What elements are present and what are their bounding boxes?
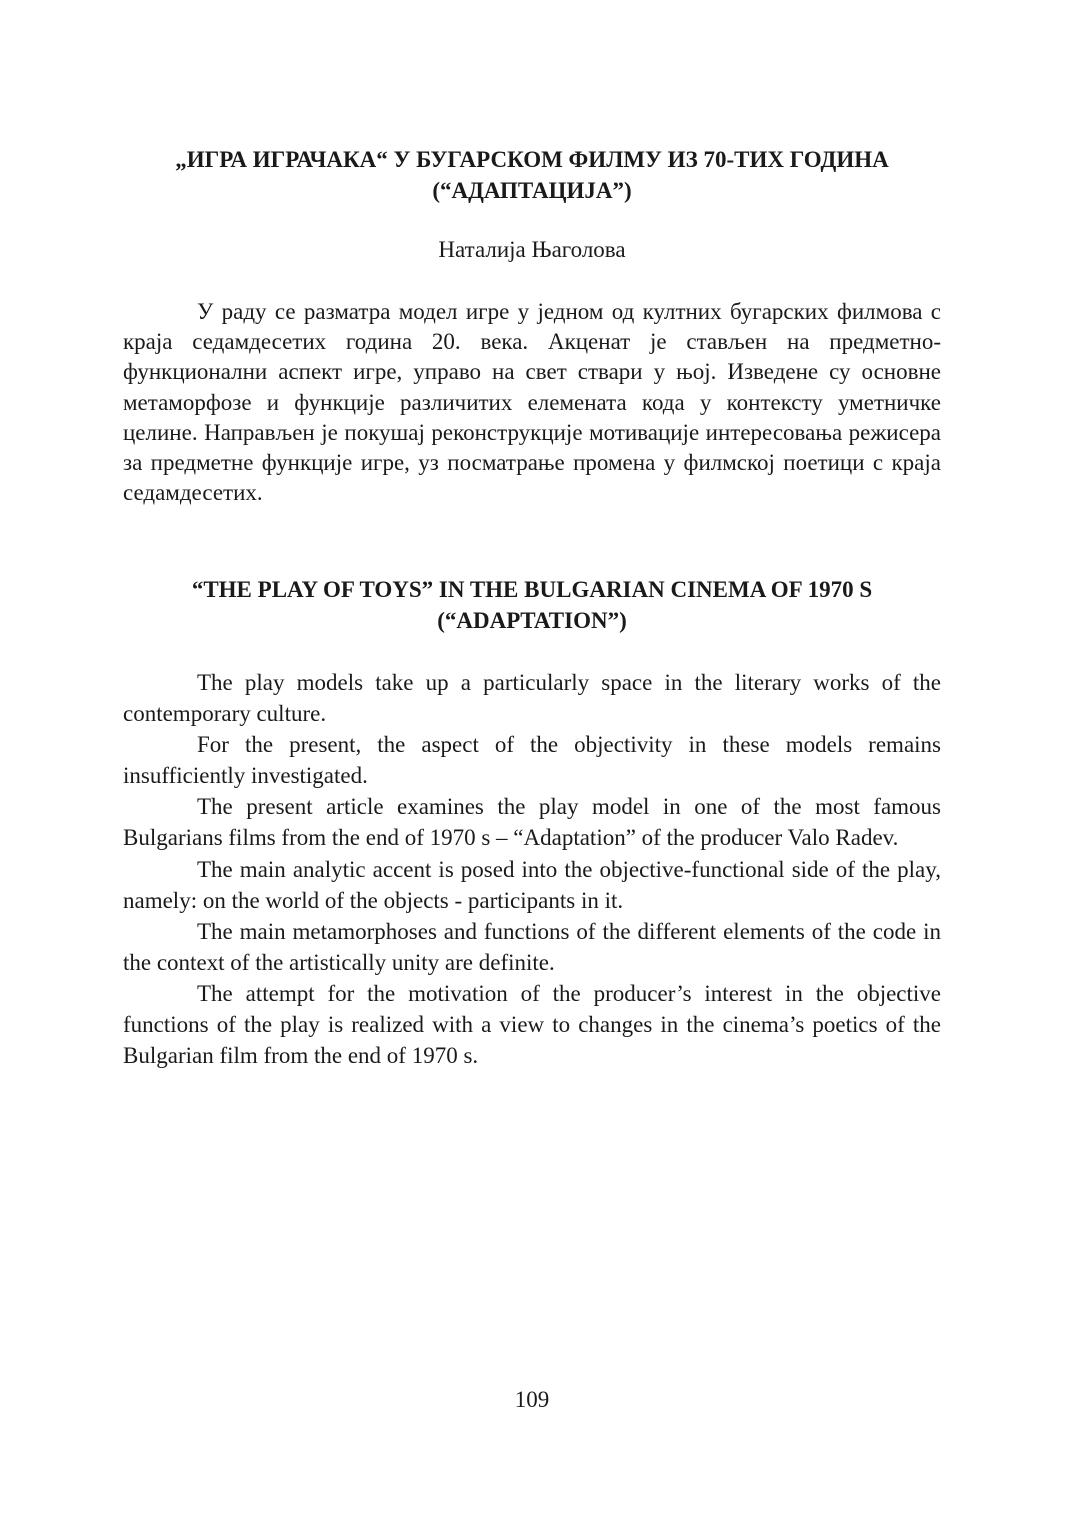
english-title-line-2: (“ADAPTATION”) [437, 608, 627, 633]
english-paragraph: The main analytic accent is posed into the objective-functional side of the play, namely: on the world of the objects - participants in it. [123, 856, 941, 913]
english-paragraph: For the present, the aspect of the objectivity in these models remains insufficiently investigated. [123, 732, 941, 789]
english-abstract [123, 667, 941, 1071]
author-name: Наталија Њаголова [438, 237, 626, 262]
page-number: 109 [514, 1387, 550, 1412]
english-paragraph: The present article examines the play model in one of the most famous Bulgarians films from the end of 1970 s – “Adaptation” of the producer Valo Radev. [123, 794, 941, 851]
document-page [123, 0, 941, 1530]
english-paragraph: The attempt for the motivation of the producer’s interest in the objective functions of the play is realized with a view to changes in the cinema’s poetics of the Bulgarian film from the end of 1970 s. [123, 980, 941, 1069]
english-paragraph: The main metamorphoses and functions of the different elements of the code in the context of the artistically unity are definite. [123, 918, 941, 975]
serbian-title-line-1: „ИГРА ИГРАЧАКА“ У БУГАРСКОМ ФИЛМУ ИЗ 70-ТИХ ГОДИНА [175, 147, 889, 172]
english-title [123, 574, 941, 636]
serbian-title-line-2: (“АДАПТАЦИЈА”) [432, 178, 632, 203]
serbian-title [123, 144, 941, 206]
english-title-line-1: “THE PLAY OF TOYS” IN THE BULGARIAN CINEMA OF 1970 S [191, 577, 873, 602]
serbian-abstract: У раду се разматра модел игре у једном од култних бугарских филмова с краја седамдесетих година 20. века. Акценат је стављен на предметно-функционални аспект игре, управо на свет ствари у њој. Изведене су основне метаморфозе и функције различитих елемената кода у контексту уметничке целине. Направљен је покушај реконструкције мотивације интересовања режисера за предметне функције игре, уз посматрање промена у филмској поетици с краја седамдесетих. [123, 299, 941, 506]
english-paragraph: The play models take up a particularly space in the literary works of the contemporary culture. [123, 670, 941, 727]
